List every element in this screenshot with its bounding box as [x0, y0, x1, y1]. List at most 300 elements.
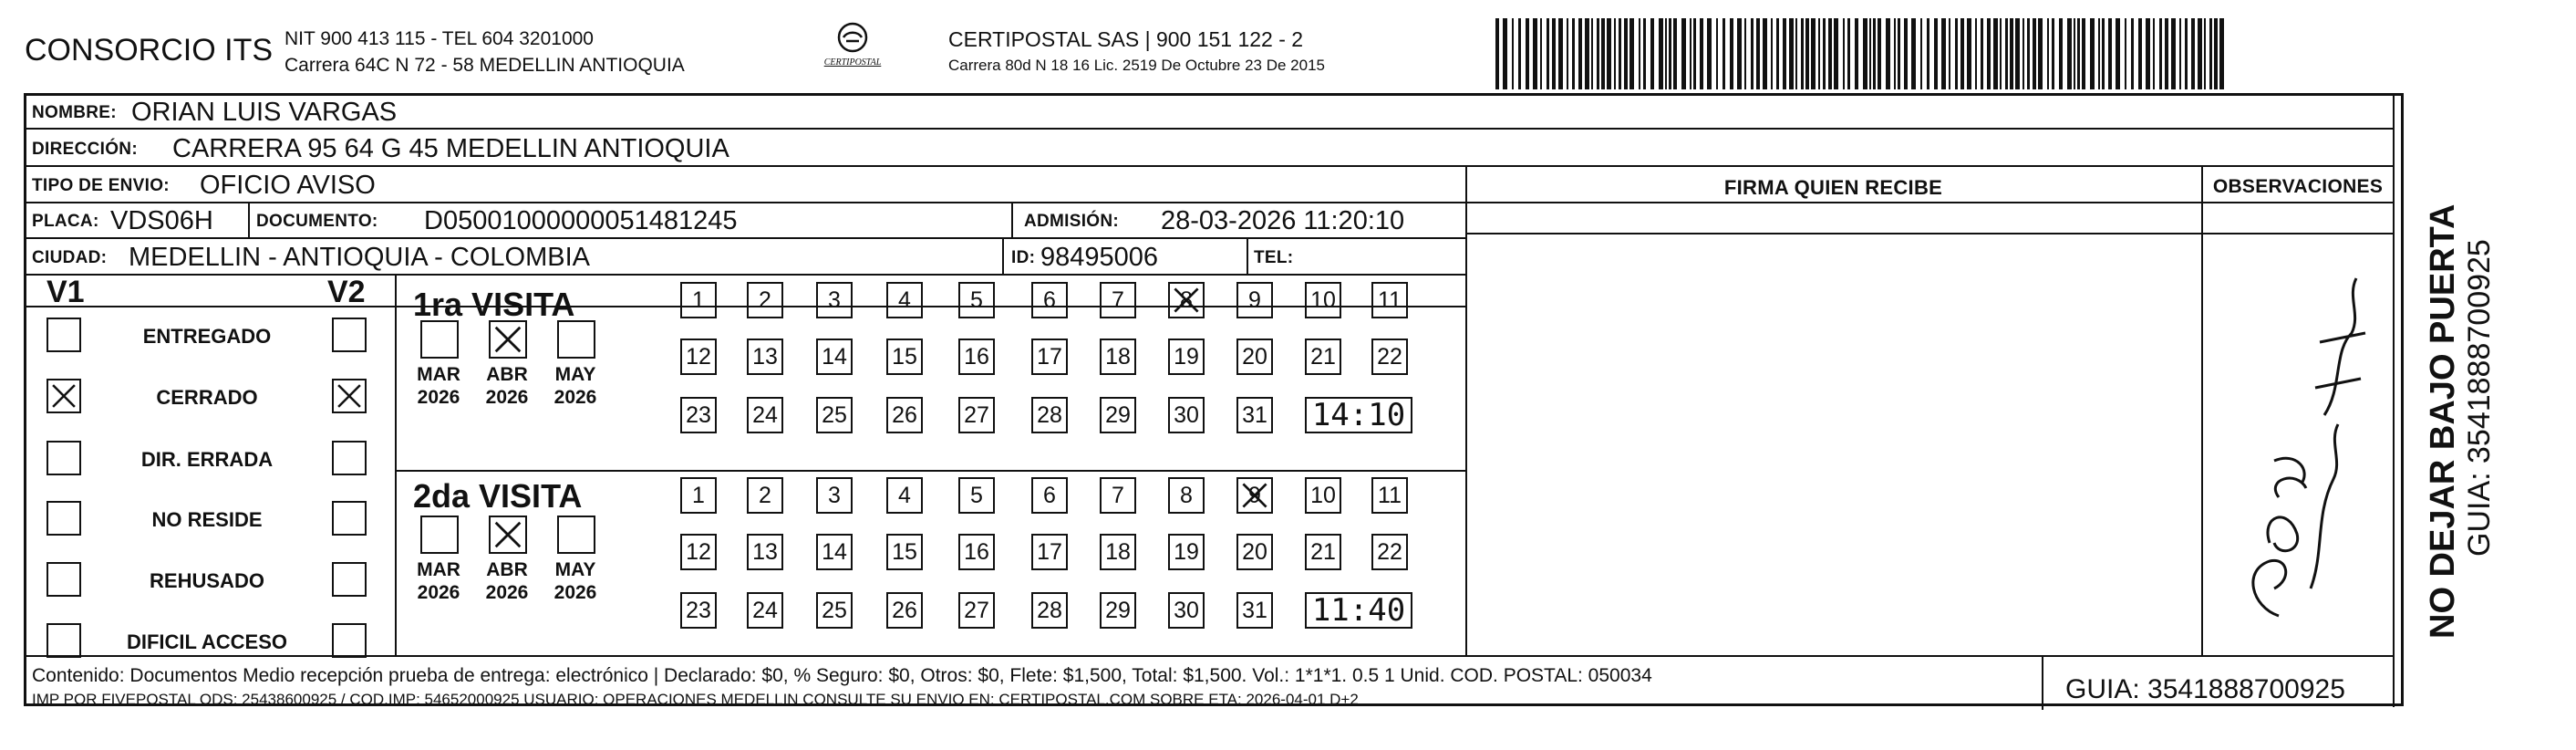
- day-number: 18: [1105, 344, 1131, 370]
- visit2-month-label: [548, 558, 603, 604]
- barcode-bar: [2146, 18, 2150, 89]
- day-number: 3: [828, 483, 841, 508]
- barcode-bar: [1789, 18, 1794, 89]
- visit2-day-box[interactable]: [958, 592, 995, 629]
- day-number: 23: [686, 402, 711, 428]
- visit1-day-box[interactable]: [1168, 282, 1205, 318]
- barcode-bar: [1526, 18, 1529, 89]
- barcode-bar: [1591, 18, 1593, 89]
- footer-guide-number: GUIA: 3541888700925: [2065, 674, 2345, 704]
- visit1-title: 1ra VISITA: [413, 286, 575, 323]
- day-number: 14: [822, 539, 847, 565]
- visit1-month-checkbox[interactable]: [420, 320, 459, 359]
- visit1-day-box[interactable]: [958, 397, 995, 433]
- barcode-bar: [1730, 18, 1733, 89]
- barcode-bar: [1558, 18, 1563, 89]
- visit2-day-box[interactable]: [958, 534, 995, 570]
- visit1-day-box[interactable]: [680, 282, 717, 318]
- barcode-bar: [1716, 18, 1718, 89]
- barcode-bar: [1828, 18, 1832, 89]
- status-label: REHUSADO: [150, 569, 264, 592]
- day-number: 4: [898, 483, 911, 508]
- barcode-bar: [1723, 18, 1725, 89]
- visit2-month-checkbox[interactable]: [489, 516, 527, 554]
- barcode-bar: [2125, 18, 2126, 89]
- barcode-bar: [1669, 18, 1671, 89]
- barcode-bar: [1578, 18, 1582, 89]
- shipment-type: OFICIO AVISO: [200, 171, 376, 200]
- barcode-bar: [1771, 18, 1773, 89]
- footer-content: Contenido: Documentos Medio recepción prueba de entrega: electrónico | Declarado: $0, % Seguro: $0, Otros: $0, Flete: $1,500, Total: $1,500. Vol.: 1*1*1. 0.5 1 Unid. COD. POSTAL: 050034: [32, 665, 1652, 686]
- visit2-day-box[interactable]: [1168, 592, 1205, 629]
- visit2-day-box[interactable]: [680, 477, 717, 514]
- plate-label: PLACA:: [32, 212, 99, 231]
- v1-checkbox-dir-errada[interactable]: [47, 441, 81, 475]
- barcode-bar: [1567, 18, 1568, 89]
- barcode-bar: [2116, 18, 2120, 89]
- visit2-day-box[interactable]: [816, 477, 853, 514]
- day-number: 29: [1105, 402, 1131, 428]
- month-year: 2026: [485, 582, 529, 603]
- month-year: 2026: [417, 387, 460, 408]
- visit1-day-box[interactable]: [1305, 282, 1341, 318]
- barcode-bar: [1518, 18, 1521, 89]
- day-number: 17: [1037, 344, 1062, 370]
- barcode-bar: [1614, 18, 1616, 89]
- barcode-bar: [2138, 18, 2142, 89]
- month-name: MAR: [417, 559, 460, 580]
- barcode-bar: [1920, 18, 1922, 89]
- day-number: 7: [1112, 483, 1124, 508]
- barcode-bar: [1503, 18, 1507, 89]
- barcode-bar: [2059, 18, 2063, 89]
- visit2-day-box[interactable]: [958, 477, 995, 514]
- visit1-day-box[interactable]: [747, 339, 783, 375]
- visit2-month-checkbox[interactable]: [420, 516, 459, 554]
- visit2-day-box[interactable]: [1371, 477, 1408, 514]
- day-number: 9: [1248, 483, 1261, 508]
- visit2-day-box[interactable]: [680, 592, 717, 629]
- day-number: 11: [1378, 483, 1402, 508]
- visit1-day-box[interactable]: [680, 339, 717, 375]
- day-number: 20: [1242, 344, 1267, 370]
- day-number: 16: [964, 539, 989, 565]
- barcode-bar: [2179, 18, 2181, 89]
- status-label: NO RESIDE: [151, 508, 263, 531]
- visit2-day-box[interactable]: [1236, 534, 1273, 570]
- check-mark-icon: [48, 380, 79, 411]
- month-name: MAR: [417, 364, 460, 385]
- check-mark-icon: [491, 517, 525, 552]
- status-label: ENTREGADO: [142, 325, 272, 348]
- barcode-bar: [2023, 18, 2024, 89]
- visit2-day-box[interactable]: [1031, 592, 1068, 629]
- name-label: NOMBRE:: [32, 103, 117, 122]
- visit1-day-box[interactable]: [886, 282, 923, 318]
- barcode-bar: [1855, 18, 1858, 89]
- month-name: MAY: [554, 559, 596, 580]
- day-number: 6: [1043, 483, 1056, 508]
- barcode-bar: [2198, 18, 2202, 89]
- v1-label: V1: [47, 275, 85, 309]
- observation-signature: [2224, 242, 2379, 634]
- month-year: 2026: [417, 582, 460, 603]
- barcode-bar: [1681, 18, 1686, 89]
- barcode-bar: [1624, 18, 1628, 89]
- visit1-day-box[interactable]: [1236, 282, 1273, 318]
- check-mark-icon: [334, 380, 365, 411]
- day-number: 22: [1377, 539, 1402, 565]
- barcode-bar: [2027, 18, 2030, 89]
- day-number: 4: [898, 287, 911, 313]
- barcode: [1495, 18, 2225, 89]
- barcode-bar: [1690, 18, 1691, 89]
- visit1-day-box[interactable]: [1031, 339, 1068, 375]
- company-info: [284, 26, 685, 78]
- day-number: 28: [1037, 598, 1062, 623]
- barcode-bar: [2067, 18, 2072, 89]
- day-number: 12: [686, 344, 711, 370]
- barcode-bar: [2185, 18, 2188, 89]
- barcode-bar: [2209, 18, 2212, 89]
- company-name: CONSORCIO ITS: [25, 33, 274, 68]
- day-number: 9: [1248, 287, 1261, 313]
- visit2-day-box[interactable]: [680, 534, 717, 570]
- barcode-bar: [1863, 18, 1867, 89]
- barcode-bar: [2090, 18, 2095, 89]
- barcode-bar: [2165, 18, 2168, 89]
- barcode-bar: [1619, 18, 1621, 89]
- barcode-bar: [1540, 18, 1542, 89]
- visit2-day-box[interactable]: [1236, 592, 1273, 629]
- visit1-day-box[interactable]: [1305, 339, 1341, 375]
- barcode-bar: [1987, 18, 1991, 89]
- visit1-day-box[interactable]: [1031, 282, 1068, 318]
- barcode-bar: [1960, 18, 1964, 89]
- visit2-day-box[interactable]: [1371, 534, 1408, 570]
- barcode-bar: [1601, 18, 1605, 89]
- day-number: 16: [964, 344, 989, 370]
- city-label: CIUDAD:: [32, 248, 108, 267]
- v2-checkbox-entregado[interactable]: [332, 318, 367, 352]
- barcode-bar: [1869, 18, 1871, 89]
- barcode-bar: [1547, 18, 1549, 89]
- day-number: 13: [752, 344, 778, 370]
- visit2-day-box[interactable]: [1236, 477, 1273, 514]
- barcode-bar: [1843, 18, 1845, 89]
- visit1-day-box[interactable]: [1236, 339, 1273, 375]
- side-guide-number: GUIA: 3541888700925: [2462, 239, 2497, 557]
- visit1-day-box[interactable]: [816, 339, 853, 375]
- day-number: 6: [1043, 287, 1056, 313]
- v2-label: V2: [327, 275, 366, 309]
- barcode-bar: [1659, 18, 1663, 89]
- visit1-time-box[interactable]: 14:10: [1305, 397, 1412, 433]
- barcode-bar: [1744, 18, 1746, 89]
- barcode-bar: [1639, 18, 1640, 89]
- visit1-day-box[interactable]: [1100, 339, 1136, 375]
- visit2-day-box[interactable]: [1168, 534, 1205, 570]
- day-number: 27: [964, 402, 989, 428]
- visit2-day-box[interactable]: [1168, 477, 1205, 514]
- visit1-day-box[interactable]: [1168, 397, 1205, 433]
- visit2-day-box[interactable]: [1031, 534, 1068, 570]
- visit2-day-box[interactable]: [816, 534, 853, 570]
- barcode-bar: [1805, 18, 1809, 89]
- courier-name: CERTIPOSTAL SAS | 900 151 122 - 2: [948, 27, 1304, 51]
- barcode-bar: [1533, 18, 1537, 89]
- barcode-bar: [1795, 18, 1797, 89]
- v1-checkbox-cerrado[interactable]: [47, 379, 81, 413]
- visit1-day-box[interactable]: [747, 282, 783, 318]
- barcode-bar: [1643, 18, 1646, 89]
- barcode-bar: [1629, 18, 1634, 89]
- company-address: Carrera 64C N 72 - 58 MEDELLIN ANTIOQUIA: [284, 55, 685, 76]
- barcode-bar: [1700, 18, 1703, 89]
- type-label: TIPO DE ENVIO:: [32, 176, 170, 195]
- barcode-bar: [1904, 18, 1908, 89]
- day-number: 13: [752, 539, 778, 565]
- visit2-month-label: [480, 558, 534, 604]
- v2-checkbox-dir-errada[interactable]: [332, 441, 367, 475]
- barcode-bar: [1878, 18, 1881, 89]
- day-number: 5: [970, 483, 983, 508]
- barcode-bar: [1927, 18, 1929, 89]
- visit1-month-checkbox[interactable]: [489, 320, 527, 359]
- visit2-time-box[interactable]: 11:40: [1305, 592, 1412, 629]
- visit1-day-box[interactable]: [1236, 397, 1273, 433]
- visit1-day-box[interactable]: [1100, 282, 1136, 318]
- barcode-bar: [2131, 18, 2134, 89]
- visit1-day-box[interactable]: [1031, 397, 1068, 433]
- barcode-bar: [2191, 18, 2195, 89]
- signature-header: FIRMA QUIEN RECIBE: [1723, 176, 1943, 199]
- day-number: 10: [1310, 483, 1336, 508]
- month-year: 2026: [553, 387, 597, 408]
- barcode-bar: [1495, 18, 1499, 89]
- tel-label: TEL:: [1254, 248, 1294, 267]
- visit1-month-label: [411, 363, 466, 409]
- admission-value: 28-03-2026 11:20:10: [1161, 206, 1405, 235]
- observations-header: OBSERVACIONES: [2212, 176, 2384, 197]
- day-number: 31: [1242, 598, 1267, 623]
- barcode-bar: [2171, 18, 2176, 89]
- check-mark-icon: [491, 322, 525, 357]
- day-number: 23: [686, 598, 711, 623]
- barcode-bar: [2010, 18, 2013, 89]
- day-number: 25: [822, 402, 847, 428]
- barcode-bar: [1981, 18, 1983, 89]
- day-number: 12: [686, 539, 711, 565]
- status-label: DIR. ERRADA: [140, 448, 274, 471]
- visit1-day-box[interactable]: [958, 339, 995, 375]
- barcode-bar: [2214, 18, 2218, 89]
- admission-label: ADMISIÓN:: [1024, 212, 1120, 231]
- v1-checkbox-no-reside[interactable]: [47, 501, 81, 536]
- visit1-month-label: [548, 363, 603, 409]
- barcode-bar: [1834, 18, 1838, 89]
- day-number: 30: [1174, 598, 1199, 623]
- month-name: ABR: [486, 559, 528, 580]
- visit2-day-box[interactable]: [1100, 534, 1136, 570]
- day-number: 5: [970, 287, 983, 313]
- day-number: 24: [752, 402, 778, 428]
- day-number: 28: [1037, 402, 1062, 428]
- visit1-day-box[interactable]: [1100, 397, 1136, 433]
- certipostal-logo: [812, 22, 894, 77]
- visit1-day-box[interactable]: [1168, 339, 1205, 375]
- visit1-day-box[interactable]: [958, 282, 995, 318]
- check-mark-icon: [1170, 284, 1203, 317]
- visit2-day-box[interactable]: [886, 477, 923, 514]
- barcode-bar: [2033, 18, 2036, 89]
- barcode-bar: [1847, 18, 1850, 89]
- day-number: 19: [1174, 344, 1199, 370]
- barcode-bar: [1707, 18, 1712, 89]
- barcode-bar: [1955, 18, 1958, 89]
- visit1-day-box[interactable]: [1371, 339, 1408, 375]
- status-label: DIFICIL ACCESO: [126, 630, 287, 653]
- v2-checkbox-no-reside[interactable]: [332, 501, 367, 536]
- month-name: MAY: [554, 364, 596, 385]
- barcode-bar: [1737, 18, 1742, 89]
- barcode-bar: [1934, 18, 1938, 89]
- courier-info: Carrera 80d N 18 16 Lic. 2519 De Octubre 23 De 2015: [948, 57, 1325, 74]
- barcode-bar: [1801, 18, 1804, 89]
- visit2-title: 2da VISITA: [413, 477, 583, 515]
- day-number: 21: [1310, 539, 1336, 565]
- visit1-day-box[interactable]: [816, 282, 853, 318]
- address-label: DIRECCIÓN:: [32, 140, 138, 159]
- id-label: ID:: [1011, 248, 1036, 267]
- visit1-month-checkbox[interactable]: [557, 320, 595, 359]
- recipient-name: ORIAN LUIS VARGAS: [131, 98, 398, 127]
- barcode-bar: [1886, 18, 1890, 89]
- barcode-bar: [2082, 18, 2085, 89]
- day-number: 10: [1310, 287, 1336, 313]
- v1-checkbox-rehusado[interactable]: [47, 562, 81, 597]
- barcode-bar: [1572, 18, 1575, 89]
- barcode-bar: [2074, 18, 2075, 89]
- day-number: 21: [1310, 344, 1336, 370]
- visit2-day-box[interactable]: [816, 592, 853, 629]
- day-number: 20: [1242, 539, 1267, 565]
- v1-checkbox-entregado[interactable]: [47, 318, 81, 352]
- barcode-bar: [2052, 18, 2054, 89]
- visit2-day-box[interactable]: [1100, 477, 1136, 514]
- plate-value: VDS06H: [110, 206, 213, 235]
- barcode-bar: [2153, 18, 2155, 89]
- day-number: 24: [752, 598, 778, 623]
- visit2-day-box[interactable]: [1031, 477, 1068, 514]
- v2-checkbox-rehusado[interactable]: [332, 562, 367, 597]
- visit2-day-box[interactable]: [886, 592, 923, 629]
- visit2-day-box[interactable]: [747, 592, 783, 629]
- barcode-bar: [1894, 18, 1896, 89]
- visit2-day-box[interactable]: [1305, 477, 1341, 514]
- visit1-day-box[interactable]: [680, 397, 717, 433]
- barcode-bar: [2077, 18, 2080, 89]
- visit1-day-box[interactable]: [886, 397, 923, 433]
- day-number: 14: [822, 344, 847, 370]
- day-number: 2: [759, 287, 771, 313]
- day-number: 18: [1105, 539, 1131, 565]
- recipient-address: CARRERA 95 64 G 45 MEDELLIN ANTIOQUIA: [172, 134, 729, 163]
- delivery-form: [24, 93, 2404, 706]
- barcode-bar: [1967, 18, 1971, 89]
- day-number: 15: [892, 539, 917, 565]
- barcode-bar: [2102, 18, 2105, 89]
- visit2-day-box[interactable]: [747, 534, 783, 570]
- barcode-bar: [1763, 18, 1767, 89]
- handwritten-signature-icon: [2224, 242, 2379, 634]
- barcode-bar: [2015, 18, 2020, 89]
- visit1-day-box[interactable]: [1371, 282, 1408, 318]
- barcode-bar: [2219, 18, 2224, 89]
- barcode-bar: [1597, 18, 1599, 89]
- day-number: 25: [822, 598, 847, 623]
- barcode-bar: [1552, 18, 1556, 89]
- document-label: DOCUMENTO:: [256, 212, 378, 231]
- side-warning: NO DEJAR BAJO PUERTA: [2424, 203, 2462, 639]
- visit2-day-box[interactable]: [1100, 592, 1136, 629]
- day-number: 7: [1112, 287, 1124, 313]
- visit2-day-box[interactable]: [747, 477, 783, 514]
- day-number: 8: [1180, 483, 1193, 508]
- barcode-bar: [2159, 18, 2162, 89]
- barcode-bar: [2098, 18, 2100, 89]
- day-number: 19: [1174, 539, 1199, 565]
- barcode-bar: [1873, 18, 1876, 89]
- barcode-bar: [1673, 18, 1677, 89]
- v1-checkbox-dificil-acceso[interactable]: [47, 623, 81, 658]
- visit1-day-box[interactable]: [886, 339, 923, 375]
- visit2-day-box[interactable]: [1305, 534, 1341, 570]
- barcode-bar: [1665, 18, 1667, 89]
- visit2-day-box[interactable]: [886, 534, 923, 570]
- day-number: 8: [1180, 287, 1193, 313]
- barcode-bar: [2108, 18, 2112, 89]
- barcode-bar: [1512, 18, 1514, 89]
- status-label: CERRADO: [156, 386, 258, 409]
- barcode-bar: [1756, 18, 1760, 89]
- day-number: 11: [1378, 287, 1402, 313]
- visit1-day-box[interactable]: [747, 397, 783, 433]
- document-value: D05001000000051481245: [424, 206, 738, 235]
- id-value: 98495006: [1040, 243, 1159, 272]
- barcode-bar: [2038, 18, 2043, 89]
- day-number: 1: [692, 287, 705, 313]
- day-number: 2: [759, 483, 771, 508]
- month-name: ABR: [486, 364, 528, 385]
- footer-print-info: IMP POR FIVEPOSTAL ODS: 25438600925 / COD.IMP: 54652000925 USUARIO: OPERACIONES MEDELLIN CONSULTE SU ENVIO EN: CERTIPOSTAL.COM SOBRE ETA: 2026-04-01 D+2: [32, 691, 1359, 708]
- day-number: 30: [1174, 402, 1199, 428]
- day-number: 26: [892, 598, 917, 623]
- company-nit: NIT 900 413 115 - TEL 604 3201000: [284, 28, 594, 49]
- day-number: 29: [1105, 598, 1131, 623]
- v2-checkbox-dificil-acceso[interactable]: [332, 623, 367, 658]
- day-number: 31: [1242, 402, 1267, 428]
- barcode-bar: [1949, 18, 1950, 89]
- day-number: 27: [964, 598, 989, 623]
- barcode-bar: [1751, 18, 1754, 89]
- visit2-month-checkbox[interactable]: [557, 516, 595, 554]
- v2-checkbox-cerrado[interactable]: [332, 379, 367, 413]
- barcode-bar: [1941, 18, 1946, 89]
- month-year: 2026: [485, 387, 529, 408]
- visit1-day-box[interactable]: [816, 397, 853, 433]
- day-number: 26: [892, 402, 917, 428]
